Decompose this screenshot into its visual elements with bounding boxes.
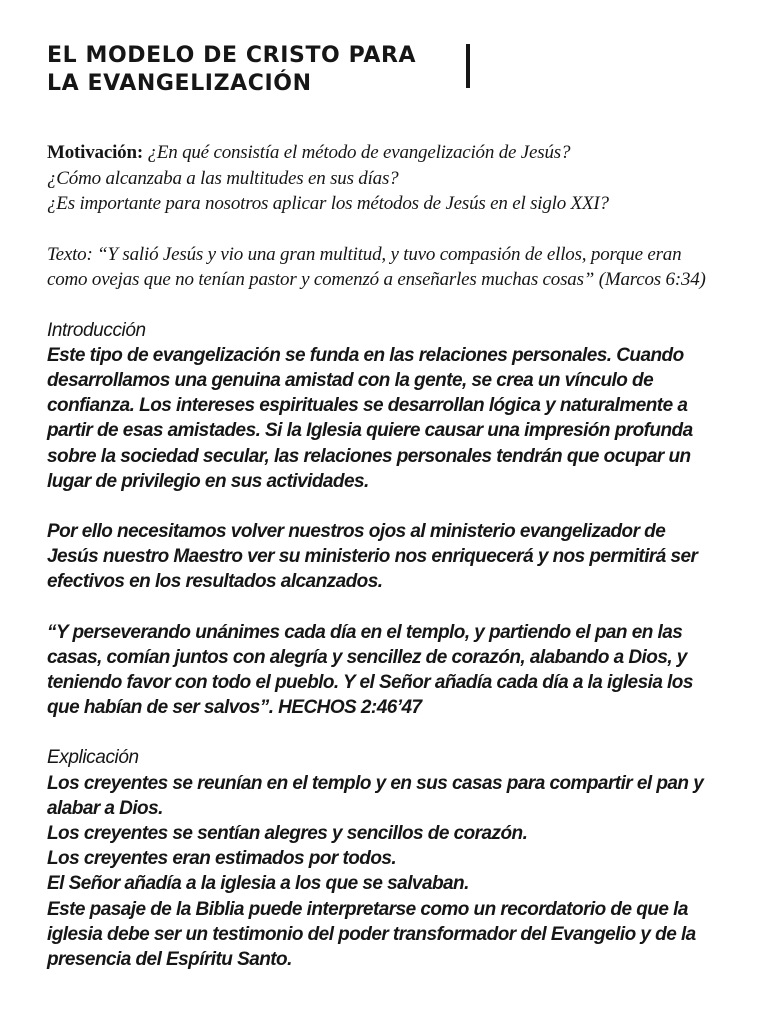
title-block bbox=[47, 42, 727, 102]
paragraph-line: El Señor añadía a la iglesia a los que se salvaban. bbox=[47, 873, 469, 895]
paragraph-line: presencia del Espíritu Santo. bbox=[47, 948, 292, 970]
explicacion-heading: Explicación bbox=[47, 747, 139, 769]
paragraph-line: teniendo favor con todo el pueblo. Y el Señor añadía cada día a la iglesia los bbox=[47, 671, 693, 693]
motivacion-question-3: ¿Es importante para nosotros aplicar los métodos de Jesús en el siglo XXI? bbox=[47, 193, 609, 214]
paragraph-line: Por ello necesitamos volver nuestros ojos al ministerio evangelizador de bbox=[47, 520, 666, 542]
motivacion-question-1: ¿En qué consistía el método de evangelización de Jesús? bbox=[147, 142, 571, 163]
paragraph-line: Los creyentes eran estimados por todos. bbox=[47, 848, 397, 870]
document-page bbox=[47, 42, 727, 972]
paragraph-line: Este tipo de evangelización se funda en las relaciones personales. Cuando bbox=[47, 344, 684, 366]
texto-section bbox=[47, 242, 727, 293]
paragraph-line: efectivos en los resultados alcanzados. bbox=[47, 571, 383, 593]
paragraph-line: Este pasaje de la Biblia puede interpretarse como un recordatorio de que la bbox=[47, 898, 688, 920]
paragraph-line: lugar de privilegio en sus actividades. bbox=[47, 470, 369, 492]
paragraph-line: casas, comían juntos con alegría y sencillez de corazón, alabando a Dios, y bbox=[47, 646, 687, 668]
texto-line-1: Texto: “Y salió Jesús y vio una gran multitud, y tuvo compasión de ellos, porque eran bbox=[47, 243, 682, 265]
paragraph-line: partir de esas amistades. Si la Iglesia quiere causar una impresión profunda bbox=[47, 420, 693, 442]
paragraph-line: Los creyentes se sentían alegres y sencillos de corazón. bbox=[47, 822, 528, 844]
introduccion-heading: Introducción bbox=[47, 319, 146, 341]
paragraph-line: desarrollamos una genuina amistad con la gente, se crea un vínculo de bbox=[47, 369, 654, 391]
page-title bbox=[47, 42, 457, 98]
explicacion-paragraph bbox=[47, 771, 727, 973]
texto-line-2: como ovejas que no tenían pastor y comenzó a enseñarles muchas cosas” (Marcos 6:34) bbox=[47, 269, 706, 290]
title-line-2: LA EVANGELIZACIÓN bbox=[47, 71, 312, 96]
paragraph-line: Jesús nuestro Maestro ver su ministerio nos enriquecerá y nos permitirá ser bbox=[47, 546, 698, 568]
paragraph-line: que habían de ser salvos”. HECHOS 2:46’47 bbox=[47, 697, 422, 719]
title-line-1: EL MODELO DE CRISTO PARA bbox=[47, 43, 417, 68]
paragraph-line: iglesia debe ser un testimonio del poder transformador del Evangelio y de la bbox=[47, 923, 696, 945]
paragraph-line: sobre la sociedad secular, las relaciones personales tendrán que ocupar un bbox=[47, 445, 691, 467]
bible-quote-paragraph bbox=[47, 620, 727, 721]
paragraph-line: “Y perseverando unánimes cada día en el templo, y partiendo el pan en las bbox=[47, 621, 683, 643]
introduccion-paragraph-1 bbox=[47, 343, 727, 494]
paragraph-line: confianza. Los intereses espirituales se desarrollan lógica y naturalmente a bbox=[47, 395, 688, 417]
motivacion-section bbox=[47, 140, 727, 217]
motivacion-question-2: ¿Cómo alcanzaba a las multitudes en sus días? bbox=[47, 167, 399, 189]
motivacion-label: Motivación: bbox=[47, 142, 143, 163]
title-vertical-bar bbox=[466, 44, 470, 88]
paragraph-line: Los creyentes se reunían en el templo y en sus casas para compartir el pan y bbox=[47, 772, 704, 794]
introduccion-paragraph-2 bbox=[47, 519, 727, 595]
paragraph-line: alabar a Dios. bbox=[47, 797, 163, 819]
